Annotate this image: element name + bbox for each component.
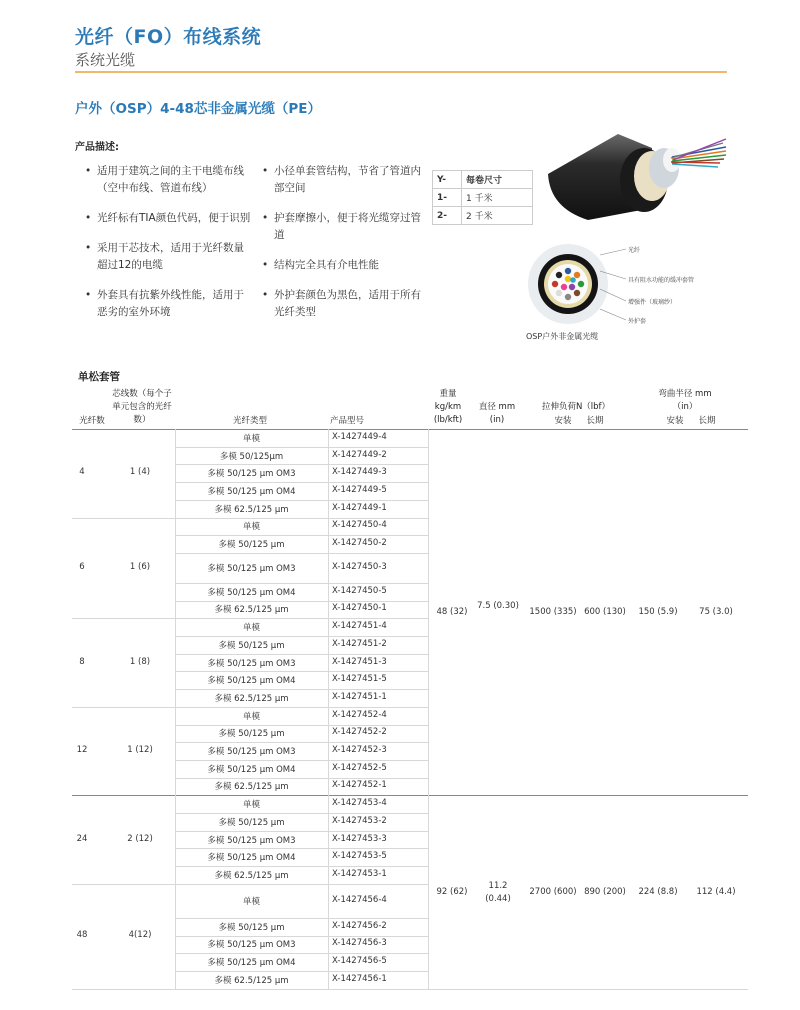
fiber-type-cell: 多模 50/125 μm OM3	[207, 563, 296, 574]
spec-bend-install-cell: 224 (8.8)	[638, 886, 678, 897]
part-number-cell: X-1427453-4	[332, 798, 387, 809]
callout-buffer-tube: 具有阻水功能的缓冲套管	[628, 277, 695, 284]
part-number-cell: X-1427456-2	[332, 920, 387, 931]
bullet-item: • 结构完全具有介电性能	[262, 257, 424, 274]
callout-outer-jacket: 外护套	[628, 318, 647, 325]
description-list-left	[85, 163, 253, 334]
fiber-type-cell: 多模 50/125 μm OM3	[207, 835, 296, 846]
spec-weight-cell: 92 (62)	[436, 886, 468, 897]
part-number-cell: X-1427453-1	[332, 868, 387, 879]
bullet-item: • 光纤标有TIA颜色代码，便于识别	[85, 210, 253, 227]
reel-size-table	[432, 170, 533, 225]
bullet-item: • 外套具有抗紫外线性能，适用于恶劣的室外环境	[85, 287, 253, 321]
header-weight: 重量 kg/km (lb/kft)	[433, 389, 463, 425]
spec-bend-install-cell: 150 (5.9)	[638, 607, 678, 618]
fiber-type-cell: 多模 50/125 μm OM4	[207, 853, 296, 864]
part-number-cell: X-1427456-1	[332, 973, 387, 984]
fiber-type-cell: 多模 62.5/125 μm	[214, 605, 289, 616]
row-divider	[175, 936, 428, 937]
fiber-type-cell: 多模 62.5/125 μm	[214, 975, 289, 986]
part-number-cell: X-1427453-2	[332, 815, 387, 826]
row-divider	[175, 500, 428, 501]
header-fiber-count: 光纤数	[79, 416, 105, 426]
row-divider	[175, 447, 428, 448]
unit-count-cell: 4(12)	[128, 930, 152, 941]
spec-diameter-cell: 11.2 (0.44)	[485, 880, 511, 904]
row-divider	[175, 636, 428, 637]
fiber-type-cell: 多模 50/125 μm	[218, 817, 285, 828]
reel-code-header: Y-	[433, 171, 462, 189]
fiber-type-cell: 多模 62.5/125 μm	[214, 693, 289, 704]
part-number-cell: X-1427449-2	[332, 449, 387, 460]
header-tensile: 拉伸负荷N（lbf）	[541, 402, 611, 412]
bullet-item: • 采用干芯技术，适用于光纤数量超过12的电缆	[85, 240, 253, 274]
part-number-cell: X-1427452-2	[332, 727, 387, 738]
column-divider	[175, 429, 176, 989]
fiber-count-cell: 6	[79, 561, 85, 572]
fiber-type-cell: 多模 50/125 μm	[218, 922, 285, 933]
row-divider	[175, 918, 428, 919]
row-divider	[175, 583, 428, 584]
part-number-cell: X-1427452-5	[332, 762, 387, 773]
fiber-type-cell: 多模 50/125 μm OM3	[207, 658, 296, 669]
header-tensile-long: 长期	[586, 416, 604, 426]
part-number-cell: X-1427449-4	[332, 431, 387, 442]
row-divider	[175, 482, 428, 483]
row-divider	[175, 953, 428, 954]
fiber-type-cell: 多模 50/125 μm OM4	[207, 676, 296, 687]
part-number-cell: X-1427451-3	[332, 656, 387, 667]
fiber-type-cell: 单模	[242, 623, 260, 634]
reel-size: 1 千米	[462, 189, 533, 207]
header-bend-long: 长期	[698, 416, 716, 426]
reel-size-header: 每卷尺寸	[462, 171, 533, 189]
unit-count-cell: 1 (12)	[127, 745, 153, 756]
spec-tensile-install-cell: 2700 (600)	[529, 886, 577, 897]
part-number-cell: X-1427450-1	[332, 603, 387, 614]
header-divider	[75, 71, 727, 73]
fiber-count-cell: 24	[76, 833, 88, 844]
bullet-item: • 护套摩擦小，便于将光缆穿过管道	[262, 210, 424, 244]
group-divider	[72, 618, 428, 619]
column-divider	[428, 429, 429, 989]
header-fibers-per-unit: 芯线数（每个子单元包含的光纤数）	[112, 389, 172, 425]
reel-code: 2-	[433, 207, 462, 225]
part-number-cell: X-1427456-3	[332, 938, 387, 949]
part-number-cell: X-1427451-4	[332, 621, 387, 632]
group-divider	[72, 707, 428, 708]
fiber-type-cell: 单模	[242, 522, 260, 533]
fiber-type-cell: 多模 50/125 μm OM4	[207, 958, 296, 969]
fiber-type-cell: 多模 50/125 μm	[218, 540, 285, 551]
row-divider	[175, 831, 428, 832]
header-fiber-type: 光纤类型	[232, 416, 267, 426]
section-title: 光纤（FO）布线系统	[75, 26, 262, 48]
row-divider	[175, 553, 428, 554]
row-divider	[175, 535, 428, 536]
row-divider	[175, 742, 428, 743]
cable-photo	[540, 104, 730, 229]
spec-bend-long-cell: 75 (3.0)	[699, 607, 733, 618]
fiber-count-cell: 4	[79, 467, 85, 478]
unit-count-cell: 1 (4)	[129, 467, 151, 478]
part-number-cell: X-1427451-1	[332, 691, 387, 702]
part-number-cell: X-1427449-5	[332, 484, 387, 495]
row-divider	[175, 464, 428, 465]
row-divider	[175, 671, 428, 672]
header-rule	[72, 429, 748, 430]
cross-section-caption: OSP户外非金属光缆	[526, 332, 599, 341]
fiber-type-cell: 多模 62.5/125 μm	[214, 870, 289, 881]
description-list-right	[262, 163, 424, 334]
reel-row	[433, 189, 533, 207]
reel-code: 1-	[433, 189, 462, 207]
fiber-type-cell: 多模 50/125 μm OM3	[207, 940, 296, 951]
part-number-cell: X-1427453-3	[332, 833, 387, 844]
fiber-type-cell: 多模 50/125 μm	[218, 729, 285, 740]
spec-bend-long-cell: 112 (4.4)	[696, 886, 736, 897]
reel-row	[433, 207, 533, 225]
fiber-type-cell: 多模 62.5/125 μm	[214, 504, 289, 515]
fiber-type-cell: 单模	[242, 711, 260, 722]
row-divider	[175, 866, 428, 867]
part-number-cell: X-1427449-3	[332, 467, 387, 478]
section-subtitle: 系统光缆	[75, 51, 136, 69]
part-number-cell: X-1427450-2	[332, 538, 387, 549]
fiber-type-cell: 单模	[242, 433, 260, 444]
fiber-type-cell: 多模 50/125 μm OM4	[207, 486, 296, 497]
row-divider	[175, 778, 428, 779]
fiber-type-cell: 单模	[242, 800, 260, 811]
fiber-type-cell: 多模 50/125 μm OM4	[207, 764, 296, 775]
group-divider	[72, 795, 748, 796]
row-divider	[175, 760, 428, 761]
fiber-type-cell: 多模 50/125 μm OM3	[207, 747, 296, 758]
header-bend-install: 安装	[666, 416, 684, 426]
fiber-type-cell: 多模 50/125μm	[219, 451, 284, 462]
part-number-cell: X-1427450-4	[332, 520, 387, 531]
spec-diameter-cell: 7.5 (0.30)	[477, 601, 519, 612]
bullet-item: • 外护套颜色为黑色，适用于所有光纤类型	[262, 287, 424, 321]
part-number-cell: X-1427453-5	[332, 851, 387, 862]
column-divider	[328, 429, 329, 989]
part-number-cell: X-1427452-4	[332, 709, 387, 720]
part-number-cell: X-1427456-5	[332, 956, 387, 967]
product-title: 户外（OSP）4-48芯非金属光缆（PE）	[75, 101, 321, 117]
header-part-number: 产品型号	[330, 416, 365, 426]
header-diameter: 直径 mm (in)	[478, 402, 516, 425]
header-tensile-install: 安装	[554, 416, 572, 426]
fiber-type-cell: 单模	[242, 896, 260, 907]
part-number-cell: X-1427456-4	[332, 894, 387, 905]
fiber-count-cell: 12	[76, 745, 88, 756]
callout-fiber: 光纤	[628, 247, 641, 254]
group-divider	[72, 989, 748, 990]
unit-count-cell: 1 (8)	[129, 656, 151, 667]
group-divider	[72, 884, 428, 885]
part-number-cell: X-1427451-2	[332, 638, 387, 649]
row-divider	[175, 725, 428, 726]
fiber-type-cell: 多模 50/125 μm	[218, 640, 285, 651]
spec-weight-cell: 48 (32)	[436, 607, 468, 618]
fiber-count-cell: 8	[79, 656, 85, 667]
row-divider	[175, 848, 428, 849]
fiber-type-cell: 多模 50/125 μm OM3	[207, 469, 296, 480]
spec-tensile-long-cell: 890 (200)	[584, 886, 626, 897]
part-number-cell: X-1427452-3	[332, 745, 387, 756]
header-bend-radius: 弯曲半径 mm（in）	[658, 389, 712, 412]
fiber-type-cell: 多模 62.5/125 μm	[214, 782, 289, 793]
bullet-item: • 适用于建筑之间的主干电缆布线（空中布线、管道布线）	[85, 163, 253, 197]
table-section-label: 单松套管	[78, 371, 120, 383]
callout-lines	[600, 245, 628, 325]
part-number-cell: X-1427451-5	[332, 674, 387, 685]
fiber-count-cell: 48	[76, 930, 88, 941]
unit-count-cell: 2 (12)	[127, 833, 153, 844]
spec-tensile-long-cell: 600 (130)	[584, 607, 626, 618]
part-number-cell: X-1427450-5	[332, 585, 387, 596]
reel-header-row	[433, 171, 533, 189]
description-label: 产品描述:	[75, 142, 119, 153]
row-divider	[175, 601, 428, 602]
part-number-cell: X-1427450-3	[332, 561, 387, 572]
row-divider	[175, 971, 428, 972]
group-divider	[72, 518, 428, 519]
row-divider	[175, 689, 428, 690]
reel-size: 2 千米	[462, 207, 533, 225]
row-divider	[175, 813, 428, 814]
row-divider	[175, 654, 428, 655]
spec-tensile-install-cell: 1500 (335)	[529, 607, 577, 618]
callout-strength-member: 增强件（玻璃纱）	[628, 299, 677, 306]
fiber-type-cell: 多模 50/125 μm OM4	[207, 587, 296, 598]
bullet-item: • 小径单套管结构，节省了管道内部空间	[262, 163, 424, 197]
part-number-cell: X-1427449-1	[332, 502, 387, 513]
unit-count-cell: 1 (6)	[129, 561, 151, 572]
part-number-cell: X-1427452-1	[332, 780, 387, 791]
